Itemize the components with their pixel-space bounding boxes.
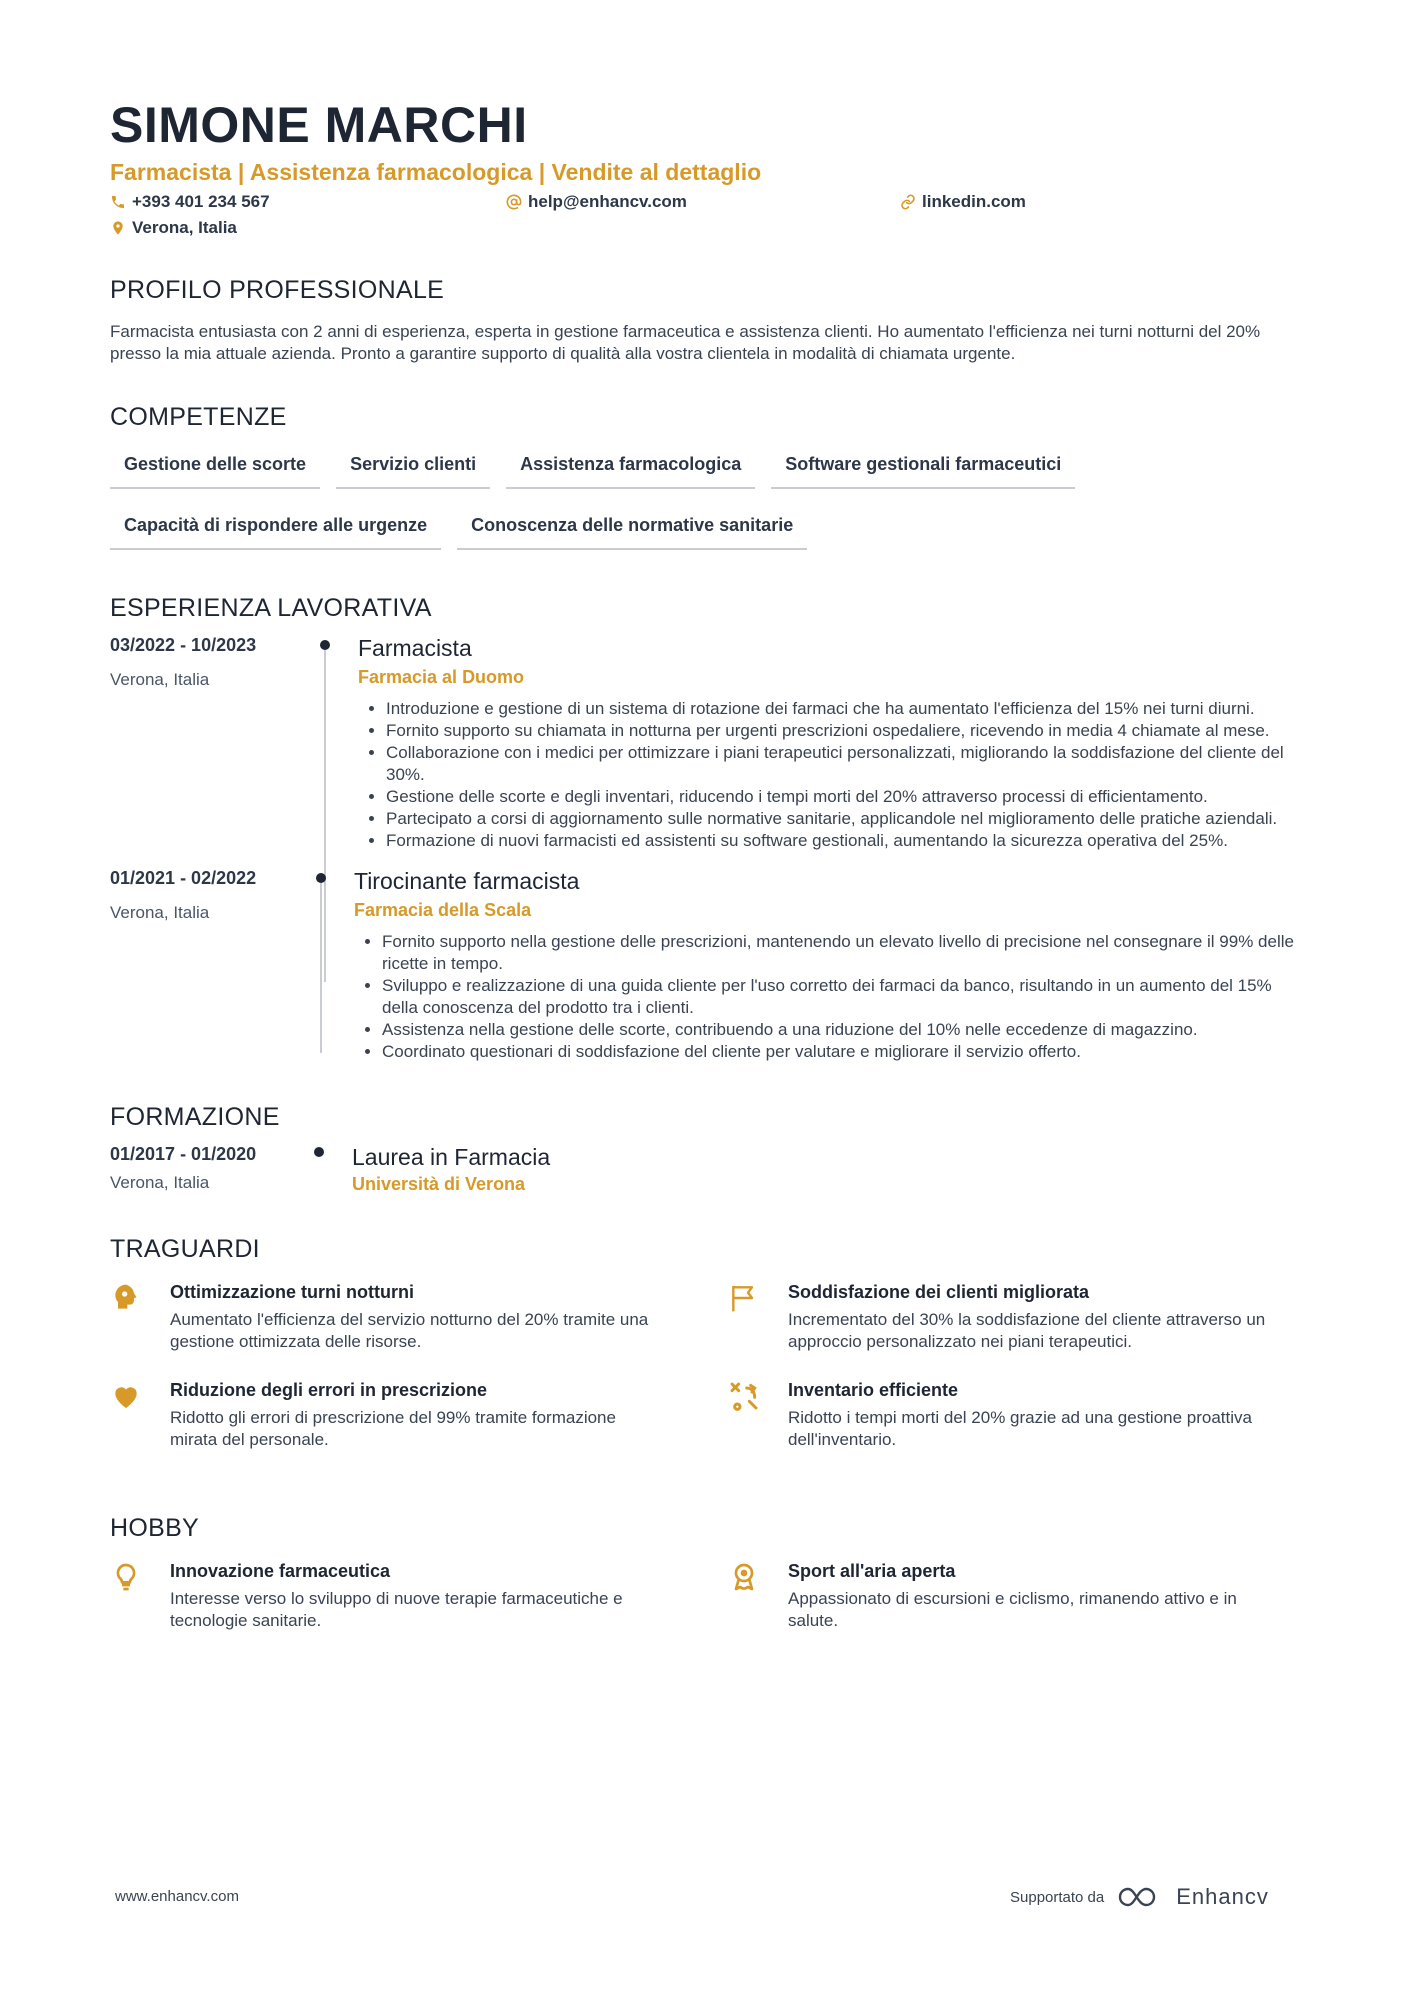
skills-section bbox=[110, 403, 1310, 550]
job-bullets bbox=[354, 931, 1302, 1063]
flag-icon bbox=[728, 1282, 760, 1314]
skill-tag: Software gestionali farmaceutici bbox=[771, 450, 1075, 489]
hobbies-title: HOBBY bbox=[110, 1514, 200, 1542]
timeline-dot bbox=[320, 640, 330, 650]
job-entry bbox=[110, 868, 1310, 1063]
phone-text: +393 401 234 567 bbox=[132, 192, 270, 211]
job-bullet: • Partecipato a corsi di aggiornamento sulle normative sanitarie, applicandole nel miglioramento delle pratiche aziendali. bbox=[386, 808, 1306, 830]
job-dates: 03/2022 - 10/2023 bbox=[110, 635, 257, 655]
job-entry bbox=[110, 635, 1310, 852]
phone-contact[interactable] bbox=[110, 192, 270, 212]
achievement-item bbox=[728, 1282, 1268, 1353]
linkedin-text: linkedin.com bbox=[922, 192, 1026, 211]
achievement-title: Soddisfazione dei clienti migliorata bbox=[788, 1282, 1090, 1302]
candidate-name: SIMONE MARCHI bbox=[110, 97, 528, 153]
education-location: Verona, Italia bbox=[110, 1173, 210, 1192]
email-text: help@enhancv.com bbox=[528, 192, 687, 211]
education-section bbox=[110, 1103, 1310, 1195]
timeline-dot bbox=[314, 1147, 324, 1157]
job-bullet: • Fornito supporto su chiamata in notturna per urgenti prescrizioni ospedaliere, ricevendo in media 4 chiamate al mese. bbox=[386, 720, 1306, 742]
education-dates: 01/2017 - 01/2020 bbox=[110, 1144, 257, 1164]
location-pin-icon bbox=[110, 220, 126, 236]
resume-page bbox=[110, 95, 1310, 1661]
location-text: Verona, Italia bbox=[132, 218, 237, 237]
contact-info bbox=[110, 192, 1310, 244]
medal-icon bbox=[728, 1561, 760, 1593]
education-degree: Laurea in Farmacia bbox=[352, 1144, 551, 1170]
skill-tag: Capacità di rispondere alle urgenze bbox=[110, 511, 441, 550]
job-bullet: • Introduzione e gestione di un sistema di rotazione dei farmaci che ha aumentato l'efficienza del 15% nei turni diurni. bbox=[386, 698, 1306, 720]
location-contact bbox=[110, 218, 237, 238]
profile-section bbox=[110, 276, 1310, 365]
achievement-desc: Incrementato del 30% la soddisfazione del cliente attraverso un approccio personalizzato nei piani terapeutici. bbox=[788, 1310, 1266, 1351]
hobbies-section bbox=[110, 1514, 1310, 1661]
timeline-dot bbox=[316, 873, 326, 883]
hobby-item bbox=[110, 1561, 650, 1632]
job-bullet: • Assistenza nella gestione delle scorte, contribuendo a una riduzione del 10% nelle eccedenze di magazzino. bbox=[382, 1019, 1302, 1041]
brain-icon bbox=[110, 1282, 142, 1314]
job-bullet: • Sviluppo e realizzazione di una guida cliente per l'uso corretto dei farmaci da banco, risultando in un aumento del 15% della conoscenza del prodotto tra i clienti. bbox=[382, 975, 1302, 1019]
achievement-desc: Ridotto i tempi morti del 20% grazie ad una gestione proattiva dell'inventario. bbox=[788, 1408, 1252, 1449]
profile-summary: Farmacista entusiasta con 2 anni di esperienza, esperta in gestione farmaceutica e assistenza clienti. Ho aumentato l'efficienza nei turni notturni del 20% presso la mia attuale azienda. Pronto a garantire supporto di qualità alla vostra clientela in modalità di chiamata urgente. bbox=[110, 322, 1261, 363]
enhancv-brand: Enhancv bbox=[1176, 1884, 1269, 1909]
heart-icon bbox=[110, 1380, 142, 1412]
hobby-desc: Appassionato di escursioni e ciclismo, rimanendo attivo e in salute. bbox=[788, 1589, 1237, 1630]
job-bullet: • Formazione di nuovi farmacisti ed assistenti su software gestionali, aumentando la sicurezza operativa del 25%. bbox=[386, 830, 1306, 852]
achievement-title: Riduzione degli errori in prescrizione bbox=[170, 1380, 488, 1400]
education-title: FORMAZIONE bbox=[110, 1103, 280, 1131]
achievement-desc: Ridotto gli errori di prescrizione del 99% tramite formazione mirata del personale. bbox=[170, 1408, 616, 1449]
job-bullet: • Collaborazione con i medici per ottimizzare i piani terapeutici personalizzati, migliorando la soddisfazione del cliente del 30%. bbox=[386, 742, 1306, 786]
job-dates: 01/2021 - 02/2022 bbox=[110, 868, 257, 888]
achievements-title: TRAGUARDI bbox=[110, 1235, 260, 1263]
job-bullet: • Coordinato questionari di soddisfazione del cliente per valutare e migliorare il servizio offerto. bbox=[382, 1041, 1302, 1063]
job-location: Verona, Italia bbox=[110, 670, 210, 689]
skill-tag: Servizio clienti bbox=[336, 450, 490, 489]
timeline-line bbox=[320, 883, 322, 1053]
email-contact[interactable] bbox=[506, 192, 687, 212]
timeline bbox=[310, 1144, 352, 1195]
linkedin-contact[interactable] bbox=[900, 192, 1026, 212]
skills-title: COMPETENZE bbox=[110, 403, 287, 431]
education-school: Università di Verona bbox=[352, 1174, 526, 1194]
enhancv-logo-icon bbox=[1116, 1884, 1164, 1910]
hobby-title: Sport all'aria aperta bbox=[788, 1561, 956, 1581]
achievement-title: Inventario efficiente bbox=[788, 1380, 959, 1400]
job-company: Farmacia al Duomo bbox=[358, 667, 525, 687]
education-entry bbox=[110, 1144, 1310, 1195]
job-bullets bbox=[358, 698, 1306, 852]
experience-title: ESPERIENZA LAVORATIVA bbox=[110, 594, 432, 622]
achievement-item bbox=[110, 1282, 650, 1353]
job-bullet: • Fornito supporto nella gestione delle prescrizioni, mantenendo un elevato livello di precisione nel consegnare il 99% delle ricette in tempo. bbox=[382, 931, 1302, 975]
timeline bbox=[310, 635, 358, 852]
skill-tag: Assistenza farmacologica bbox=[506, 450, 755, 489]
supported-by-text: Supportato da bbox=[1010, 1888, 1105, 1906]
job-role: Farmacista bbox=[358, 635, 472, 661]
profile-title: PROFILO PROFESSIONALE bbox=[110, 276, 445, 304]
hobby-desc: Interesse verso lo sviluppo di nuove terapie farmaceutiche e tecnologie sanitarie. bbox=[170, 1589, 623, 1630]
candidate-subtitle: Farmacista | Assistenza farmacologica | Vendite al dettaglio bbox=[110, 159, 762, 185]
experience-section bbox=[110, 594, 1310, 1063]
strategy-icon bbox=[728, 1380, 760, 1412]
lightbulb-icon bbox=[110, 1561, 142, 1593]
link-icon bbox=[900, 194, 916, 210]
at-sign-icon bbox=[506, 194, 522, 210]
achievement-item bbox=[728, 1380, 1268, 1451]
job-role: Tirocinante farmacista bbox=[354, 868, 580, 894]
hobby-title: Innovazione farmaceutica bbox=[170, 1561, 391, 1581]
hobby-item bbox=[728, 1561, 1268, 1632]
skills-list bbox=[110, 450, 1250, 550]
hobbies-grid bbox=[110, 1561, 1310, 1661]
skill-tag: Conoscenza delle normative sanitarie bbox=[457, 511, 807, 550]
achievement-title: Ottimizzazione turni notturni bbox=[170, 1282, 414, 1302]
footer-website[interactable]: www.enhancv.com bbox=[115, 1888, 239, 1905]
skill-tag: Gestione delle scorte bbox=[110, 450, 320, 489]
achievement-desc: Aumentato l'efficienza del servizio notturno del 20% tramite una gestione ottimizzata delle risorse. bbox=[170, 1310, 649, 1351]
phone-icon bbox=[110, 194, 126, 210]
footer-branding bbox=[1010, 1884, 1269, 1910]
job-location: Verona, Italia bbox=[110, 903, 210, 922]
achievement-item bbox=[110, 1380, 650, 1451]
job-bullet: • Gestione delle scorte e degli inventari, riducendo i tempi morti del 20% attraverso processi di efficientamento. bbox=[386, 786, 1306, 808]
timeline bbox=[310, 868, 354, 1063]
achievements-section bbox=[110, 1235, 1310, 1482]
achievements-grid bbox=[110, 1282, 1310, 1482]
job-company: Farmacia della Scala bbox=[354, 900, 532, 920]
